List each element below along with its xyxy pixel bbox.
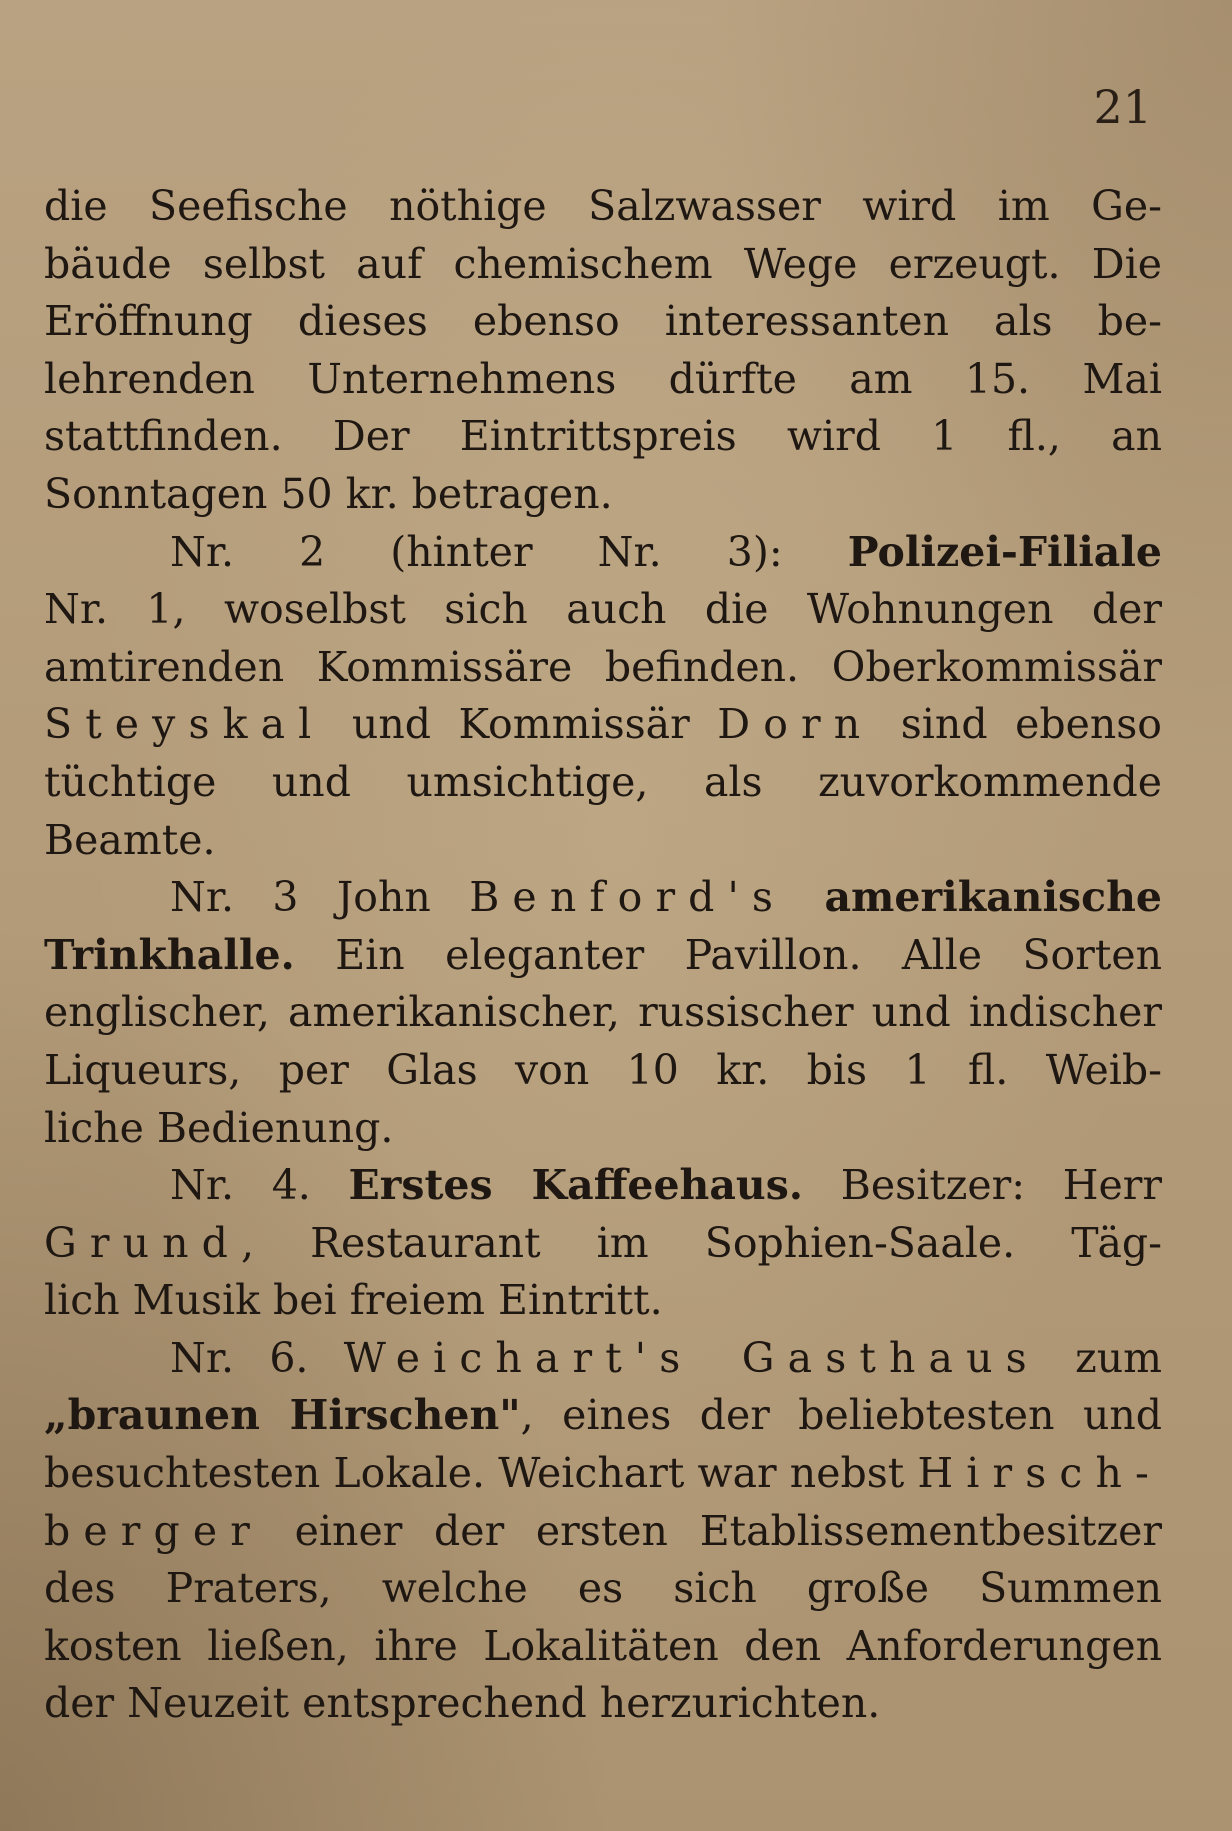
- spaced-name: Dorn: [717, 700, 874, 749]
- text-line: Nr. 1, woselbst sich auch die Wohnungen der: [44, 585, 1162, 634]
- text-line: besuchtesten Lokale. Weichart war nebst Hirsch-: [44, 1449, 1162, 1498]
- text-line: berger einer der ersten Etablissementbesitzer: [44, 1506, 1162, 1555]
- text-line: kosten ließen, ihre Lokalitäten den Anforderungen: [44, 1621, 1162, 1670]
- text-line: Eröffnung dieses ebenso interessanten als be-: [44, 297, 1162, 346]
- spaced-name: Steyskal: [44, 700, 325, 749]
- bold-heading: „braunen Hirschen": [44, 1391, 521, 1440]
- text-line: liche Bedienung.: [44, 1103, 394, 1152]
- text-line: Nr. 3 John Benford's amerikanische: [170, 873, 1162, 922]
- text-line: Trinkhalle. Ein eleganter Pavillon. Alle Sorten: [44, 930, 1162, 979]
- text-line: tüchtige und umsichtige, als zuvorkommende: [44, 757, 1162, 806]
- text-line: Beamte.: [44, 815, 216, 864]
- text-line: lehrenden Unternehmens dürfte am 15. Mai: [44, 354, 1162, 403]
- text-line: Nr. 4. Erstes Kaffeehaus. Besitzer: Herr: [170, 1161, 1162, 1210]
- spaced-name: Hirsch-: [917, 1449, 1162, 1498]
- text-line: Liqueurs, per Glas von 10 kr. bis 1 fl. Weib-: [44, 1045, 1162, 1094]
- text-line: die Seefische nöthige Salzwasser wird im Ge-: [44, 182, 1162, 230]
- page-number: 21: [1093, 80, 1152, 134]
- text-line: amtirenden Kommissäre befinden. Oberkommissär: [44, 642, 1162, 691]
- text-line: bäude selbst auf chemischem Wege erzeugt. Die: [44, 239, 1162, 288]
- text-line: „braunen Hirschen", eines der beliebtesten und: [44, 1391, 1162, 1440]
- text-line: stattfinden. Der Eintrittspreis wird 1 fl., an: [44, 412, 1162, 461]
- text-line: Grund, Restaurant im Sophien-Saale. Täg-: [44, 1218, 1162, 1267]
- spaced-name: Weichart's Gasthaus: [343, 1333, 1040, 1382]
- bold-heading: amerikanische: [824, 873, 1162, 922]
- text-line: lich Musik bei freiem Eintritt.: [44, 1276, 663, 1325]
- text-line: der Neuzeit entsprechend herzurichten.: [44, 1679, 881, 1728]
- bold-heading: Polizei-Filiale: [847, 527, 1162, 576]
- spaced-name: berger: [44, 1506, 263, 1555]
- bold-heading: Erstes Kaffeehaus.: [348, 1161, 804, 1210]
- text-line: Sonntagen 50 kr. betragen.: [44, 469, 613, 518]
- spaced-name: Benford's: [469, 873, 787, 922]
- body-text: [44, 178, 1162, 1733]
- text-line: Nr. 6. Weichart's Gasthaus zum: [170, 1333, 1162, 1382]
- text-line: des Praters, welche es sich große Summen: [44, 1564, 1162, 1613]
- bold-heading: Trinkhalle.: [44, 930, 295, 979]
- text-line: Steyskal und Kommissär Dorn sind ebenso: [44, 700, 1162, 749]
- text-line: englischer, amerikanischer, russischer und indischer: [44, 988, 1162, 1037]
- spaced-name: Grund: [44, 1218, 242, 1267]
- text-line: Nr. 2 (hinter Nr. 3): Polizei-Filiale: [170, 527, 1162, 576]
